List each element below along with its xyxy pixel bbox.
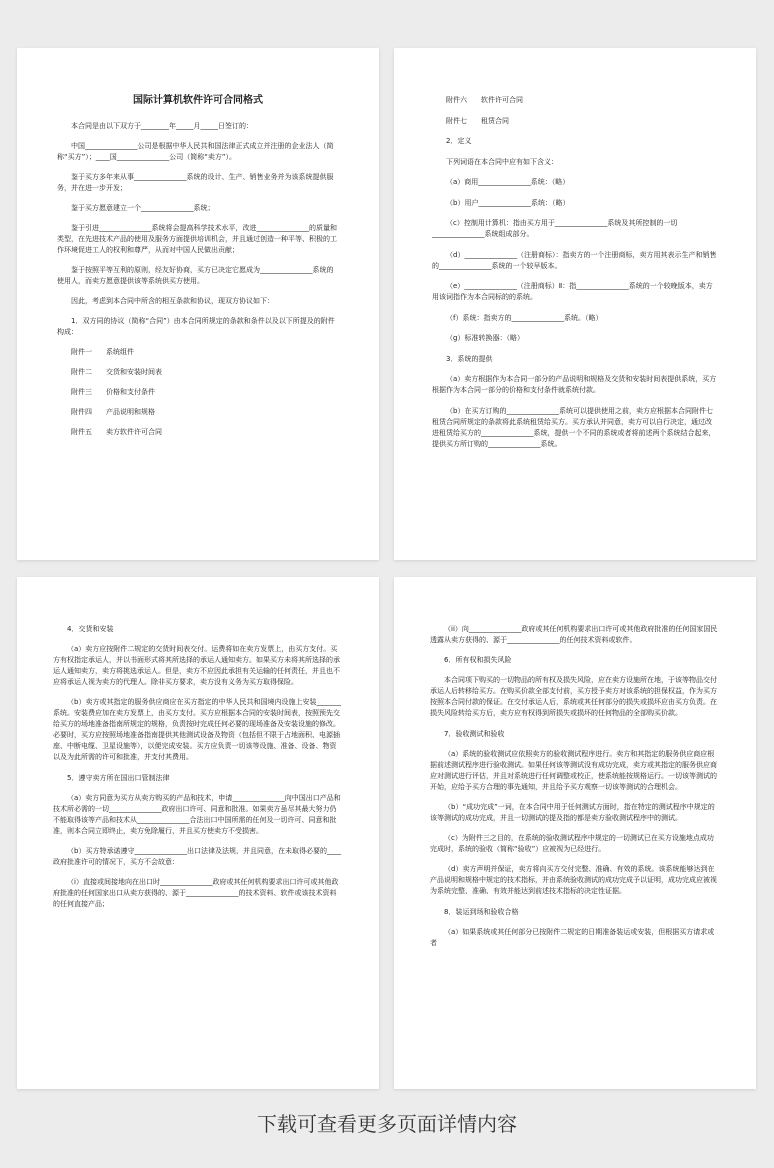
page-4-body — [430, 624, 720, 949]
paragraph: 附件二 交货和安装时间表 — [71, 368, 162, 376]
paragraph: 鉴于引进_______________系统将会提高科学技术水平，改进_______________的质量和类型，在先进技术产品的使用及服务方面提供培训机会，并且通过创造一种平等、积极的工作环境促进工人的权利和尊严，从而对中国人民做出贡献； — [57, 224, 337, 254]
paragraph: 本合同项下购买的一切物品的所有权及损失风险，应在卖方设施所在地，于该等物品交付承运人后转移给买方。在购买价款全部支付前，买方授予卖方对该系统的担保权益，作为买方按照本合同付款的保证。在交付承运人后，系统或其任何部分的损失或损坏应由买方负责。在损失风险转给买方后，卖方应有权得到所损失或损坏的任何物品的全部购买价款。 — [430, 676, 717, 718]
paragraph: （g）标准转换器：（略） — [446, 334, 524, 342]
paragraph: （b）用户_______________系统：（略） — [446, 198, 570, 207]
paragraph: （c）为附件三之目的，在系统的验收测试程序中规定的一切测试已在买方设施地点成功完成时，系统的验收（简称“验收”）应被视为已经进行。 — [430, 834, 714, 854]
paragraph: （a）卖方同意为买方从卖方购买的产品和技术，申请_______________向中国出口产品和技术所必需的一切_______________政府出口许可、同意和批准。如果卖方虽尽其最大努力仍不能取得该等产品和技术从_______________合法出口中国所需的任何及一切许可、同意和批准，则本合同立即终止，卖方免除履行，并且买方使卖方不受损害。 — [53, 793, 341, 835]
paragraph: （a）卖方应按附件二规定的交货时间表交付。运费将如在卖方发票上，由买方支付。买方有权指定承运人，并以书面形式将其所选择的承运人通知卖方。如果买方未将其所选择的承运人通知卖方，卖方将挑选承运人。但是，卖方不应因此承担有关运输的任何责任，并且也不应将承运人视为卖方的代理人。除非买方要求，卖方没有义务为买方取得保险。 — [53, 645, 340, 687]
paragraph: 鉴于买方多年来从事_______________系统的设计、生产、销售业务并为该系统提供服务，并在进一步开发； — [57, 173, 334, 192]
paragraph: 本合同是由以下双方于________年_____月_____日签订的： — [71, 122, 253, 130]
document-page-4 — [394, 577, 756, 1089]
download-more-pages-link[interactable]: 下载可查看更多页面详情内容 — [257, 1112, 517, 1136]
paragraph: 8．装运到场和验收合格 — [444, 907, 519, 916]
paragraph: （c）控制用计算机：指由买方用于_______________系统及其所控制的一切_______________系统组成部分。 — [432, 219, 678, 238]
document-page-3 — [17, 577, 379, 1089]
paragraph: 下列词语在本合同中应有如下含义： — [446, 157, 558, 166]
paragraph: （f）系统：指卖方的_______________系统。（略） — [446, 313, 603, 322]
paragraph: 2．定义 — [446, 137, 472, 145]
paragraph: （ⅰ）直接或间接地向在出口时_______________政府或其任何机构要求出口许可或其他政府批准的任何国家出口从卖方获得的、源于_______________的技术资料、软件或该技术资料的任何直接产品； — [53, 878, 339, 909]
paragraph: 6．所有权和损失风险 — [444, 656, 512, 665]
paragraph: 因此，考虑到本合同中所含的相互条款和协议，现双方协议如下： — [71, 297, 274, 305]
paragraph: 附件六 软件许可合同 — [446, 96, 523, 104]
paragraph: 中国_______________公司是根据中华人民共和国法律正式成立并注册的企业法人（简称“买方”）；____国_______________公司（简称“卖方”）。 — [57, 142, 334, 161]
document-title: 国际计算机软件许可合同格式 — [133, 95, 263, 106]
page-1-body — [57, 121, 339, 438]
paragraph: （b）卖方或其指定的服务供应商应在买方指定的中华人民共和国境内设施上安装_______系统。安装费应加在卖方发票上，由买方支付。买方应根据本合同的安装时间表，按照预先交给买方的场地准备指南所规定的规格，负责按时完成任何必要的现场准备及安装设施的修改。必要时，买方应按照场地准备指南提供其他测试设备及物资（包括但不限于占地面积、电源插座、中断电缆、卫星设施等），以便完成安装。买方应负责一切该等设施、准备、设备、物资以及为此所需的许可和批准，并支付其费用。 — [53, 698, 341, 762]
paragraph: 5．遵守卖方所在国出口管制法律 — [67, 773, 170, 782]
paragraph: 附件五 卖方软件许可合同 — [71, 428, 162, 436]
paragraph: 附件三 价格和支付条件 — [71, 388, 155, 396]
paragraph: （e）_______________（注册商标）Ⅱ：指_______________系统的一个较晚版本，卖方用该词指作为本合同标的的系统。 — [432, 282, 713, 301]
paragraph: （d）_______________（注册商标）：指卖方的一个注册商标，卖方用其表示生产和销售的_______________系统的一个较早版本。 — [432, 250, 717, 270]
document-page-1 — [17, 48, 379, 560]
paragraph: 附件七 租赁合同 — [446, 116, 509, 125]
document-page-2 — [394, 48, 756, 560]
page-3-body — [53, 624, 343, 910]
paragraph: 7．验收测试和验收 — [444, 729, 505, 738]
paragraph: （b）买方特承诺遵守_______________出口法律及法规，并且同意，在未取得必要的____政府批准许可的情况下，买方不会故意： — [53, 846, 341, 866]
paragraph: 3．系统的提供 — [446, 354, 493, 363]
page-2-body — [432, 95, 718, 450]
paragraph: （d）卖方声明并保证，卖方将向买方交付完整、准确、有效的系统。该系统能够达到在产品说明和规格中规定的技术指标，并由系统验收测试的成功完成予以证明，成功完成应被视为系统完整、准确、有效并能达到前述技术指标的决定性证据。 — [430, 865, 717, 896]
paragraph: 4．交货和安装 — [67, 625, 114, 633]
paragraph: （a）卖方根据作为本合同一部分的产品说明和规格及交货和安装时间表提供系统，买方根据作为本合同一部分的价格和支付条件就系统付款。 — [432, 375, 717, 394]
paragraph: （a）如果系统或其任何部分已按附件二规定的日期准备装运或安装，但根据买方请求或者 — [430, 927, 715, 947]
paragraph: （a）系统的验收测试应依照卖方的验收测试程序进行。卖方和其指定的服务供应商应根据前述测试程序进行验收测试。如果任何该等测试没有成功完成，卖方或其指定的服务供应商应对测试进行评估，并且对系统进行任何调整或校正，使系统能按规格运行。一切该等测试的开始，应给予买方合理的事先通知，并且给予买方观察一切该等测试的合理机会。 — [430, 749, 717, 791]
paragraph: （ⅰⅰ）向_______________政府或其任何机构要求出口许可或其他政府批准的任何国家国民透露从卖方获得的、源于_______________的任何技术资料或软件。 — [430, 625, 718, 644]
paragraph: （b）在买方订购的_______________系统可以提供使用之前，卖方应根据本合同附件七租赁合同所规定的条款将此系统租赁给买方。买方承认并同意，卖方可以自行决定，通过改进租赁给买方的_______________系统，提供一个不同的系统或者将前述两个系统结合起来，提供买方所订购的_______________系统。 — [432, 406, 716, 448]
paragraph: （b）“成功完成”一词，在本合同中用于任何测试方面时，指在特定的测试程序中规定的该等测试的成功完成，并且一切测试的提及指的都是卖方验收测试程序中的测试。 — [430, 802, 715, 822]
paragraph: 鉴于买方愿意建立一个_______________系统； — [71, 204, 215, 212]
paragraph: 附件四 产品说明和规格 — [71, 408, 155, 416]
paragraph: （a）商用_______________系统：（略） — [446, 178, 570, 186]
paragraph: 1．双方同的协议（简称“合同”）由本合同所规定的条款和条件以及以下所提及的附件构成： — [57, 317, 335, 336]
paragraph: 附件一 系统组件 — [71, 348, 134, 356]
paragraph: 鉴于按照平等互利的原则，经友好协商，买方已决定它愿成为_______________系统的使用人，而卖方愿意提供该等系统供买方使用。 — [57, 266, 334, 285]
